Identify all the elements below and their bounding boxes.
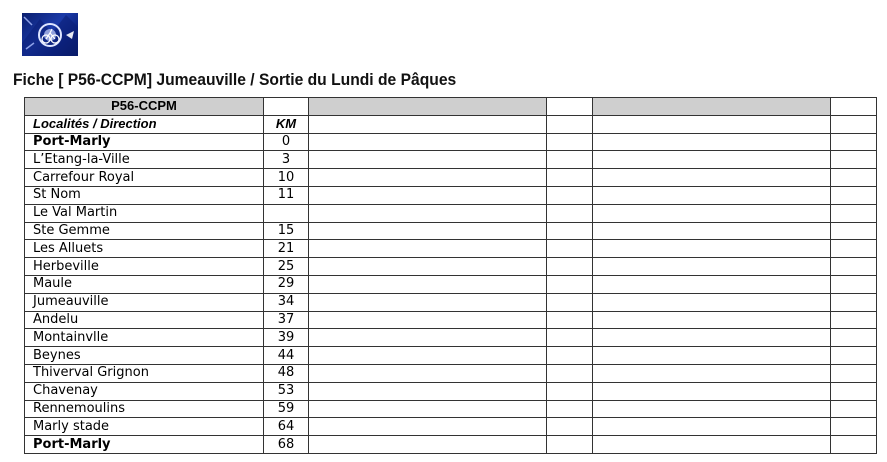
- empty-cell: [593, 364, 831, 382]
- empty-cell: [309, 151, 547, 169]
- empty-cell: [547, 311, 593, 329]
- location-cell: Les Alluets: [25, 240, 264, 258]
- table-row: [25, 186, 877, 204]
- empty-cell: [547, 98, 593, 116]
- empty-header-cell: [593, 98, 831, 116]
- location-cell: Herbeville: [25, 258, 264, 276]
- table-row: [25, 204, 877, 222]
- empty-cell: [593, 222, 831, 240]
- location-cell: Maule: [25, 275, 264, 293]
- location-column-header: Localités / Direction: [25, 115, 264, 133]
- empty-cell: [547, 400, 593, 418]
- empty-cell: [831, 169, 877, 187]
- empty-cell: [309, 258, 547, 276]
- empty-cell: [831, 151, 877, 169]
- km-cell: 11: [264, 186, 309, 204]
- empty-cell: [309, 347, 547, 365]
- empty-cell: [593, 436, 831, 454]
- empty-cell: [309, 133, 547, 151]
- empty-cell: [831, 115, 877, 133]
- empty-cell: [309, 311, 547, 329]
- empty-cell: [309, 382, 547, 400]
- location-cell: Carrefour Royal: [25, 169, 264, 187]
- km-cell: 59: [264, 400, 309, 418]
- empty-cell: [593, 115, 831, 133]
- km-cell: 64: [264, 418, 309, 436]
- empty-cell: [593, 151, 831, 169]
- location-cell: Chavenay: [25, 382, 264, 400]
- empty-cell: [547, 293, 593, 311]
- table-row: [25, 382, 877, 400]
- table-row: [25, 133, 877, 151]
- location-cell: Port-Marly: [25, 133, 264, 151]
- empty-cell: [309, 400, 547, 418]
- empty-cell: [831, 98, 877, 116]
- location-cell: St Nom: [25, 186, 264, 204]
- club-logo: [22, 13, 78, 56]
- empty-cell: [831, 418, 877, 436]
- route-table: [24, 97, 877, 454]
- table-row: [25, 222, 877, 240]
- km-cell: 21: [264, 240, 309, 258]
- km-column-header: KM: [264, 115, 309, 133]
- empty-cell: [309, 222, 547, 240]
- km-cell: 53: [264, 382, 309, 400]
- location-cell: Thiverval Grignon: [25, 364, 264, 382]
- km-cell: 10: [264, 169, 309, 187]
- location-cell: Le Val Martin: [25, 204, 264, 222]
- empty-cell: [593, 240, 831, 258]
- location-cell: Marly stade: [25, 418, 264, 436]
- empty-cell: [831, 204, 877, 222]
- table-row: [25, 240, 877, 258]
- empty-cell: [309, 364, 547, 382]
- empty-cell: [593, 311, 831, 329]
- empty-cell: [593, 382, 831, 400]
- km-cell: 3: [264, 151, 309, 169]
- empty-cell: [547, 436, 593, 454]
- empty-cell: [593, 204, 831, 222]
- empty-cell: [309, 115, 547, 133]
- km-cell: 0: [264, 133, 309, 151]
- column-header-row: [25, 115, 877, 133]
- table-row: [25, 293, 877, 311]
- empty-cell: [547, 364, 593, 382]
- empty-cell: [547, 418, 593, 436]
- table-row: [25, 436, 877, 454]
- empty-cell: [831, 133, 877, 151]
- empty-cell: [831, 364, 877, 382]
- table-row: [25, 151, 877, 169]
- km-cell: 68: [264, 436, 309, 454]
- empty-cell: [831, 436, 877, 454]
- empty-cell: [831, 400, 877, 418]
- location-cell: Port-Marly: [25, 436, 264, 454]
- empty-cell: [264, 98, 309, 116]
- empty-cell: [593, 133, 831, 151]
- km-cell: 29: [264, 275, 309, 293]
- empty-cell: [593, 293, 831, 311]
- empty-cell: [831, 382, 877, 400]
- empty-cell: [547, 222, 593, 240]
- empty-cell: [831, 347, 877, 365]
- location-cell: L’Etang-la-Ville: [25, 151, 264, 169]
- empty-cell: [831, 329, 877, 347]
- empty-cell: [547, 258, 593, 276]
- route-code-header: P56-CCPM: [25, 98, 264, 116]
- location-cell: Beynes: [25, 347, 264, 365]
- table-row: [25, 258, 877, 276]
- empty-cell: [831, 240, 877, 258]
- empty-cell: [547, 115, 593, 133]
- table-row: [25, 364, 877, 382]
- table-row: [25, 418, 877, 436]
- empty-cell: [831, 293, 877, 311]
- empty-cell: [309, 186, 547, 204]
- empty-cell: [831, 222, 877, 240]
- table-header-row: [25, 98, 877, 116]
- empty-cell: [547, 204, 593, 222]
- empty-cell: [309, 418, 547, 436]
- table-row: [25, 347, 877, 365]
- empty-cell: [309, 436, 547, 454]
- empty-header-cell: [309, 98, 547, 116]
- empty-cell: [593, 275, 831, 293]
- empty-cell: [547, 347, 593, 365]
- empty-cell: [593, 186, 831, 204]
- table-row: [25, 329, 877, 347]
- km-cell: 15: [264, 222, 309, 240]
- km-cell: 39: [264, 329, 309, 347]
- empty-cell: [831, 275, 877, 293]
- km-cell: 34: [264, 293, 309, 311]
- km-cell: [264, 204, 309, 222]
- empty-cell: [593, 169, 831, 187]
- empty-cell: [593, 347, 831, 365]
- empty-cell: [593, 400, 831, 418]
- empty-cell: [309, 293, 547, 311]
- empty-cell: [593, 418, 831, 436]
- empty-cell: [309, 275, 547, 293]
- empty-cell: [547, 382, 593, 400]
- empty-cell: [547, 186, 593, 204]
- location-cell: Montainvlle: [25, 329, 264, 347]
- table-row: [25, 400, 877, 418]
- page-title: Fiche [ P56-CCPM] Jumeauville / Sortie du Lundi de Pâques: [13, 70, 457, 89]
- empty-cell: [547, 151, 593, 169]
- empty-cell: [547, 329, 593, 347]
- empty-cell: [309, 329, 547, 347]
- table-row: [25, 169, 877, 187]
- empty-cell: [831, 258, 877, 276]
- km-cell: 25: [264, 258, 309, 276]
- empty-cell: [547, 240, 593, 258]
- km-cell: 37: [264, 311, 309, 329]
- empty-cell: [547, 275, 593, 293]
- cyclist-icon: [22, 13, 78, 56]
- empty-cell: [593, 258, 831, 276]
- empty-cell: [547, 133, 593, 151]
- table-row: [25, 275, 877, 293]
- table-row: [25, 311, 877, 329]
- location-cell: Andelu: [25, 311, 264, 329]
- empty-cell: [309, 169, 547, 187]
- empty-cell: [309, 240, 547, 258]
- empty-cell: [309, 204, 547, 222]
- empty-cell: [547, 169, 593, 187]
- location-cell: Rennemoulins: [25, 400, 264, 418]
- location-cell: Ste Gemme: [25, 222, 264, 240]
- km-cell: 44: [264, 347, 309, 365]
- empty-cell: [593, 329, 831, 347]
- empty-cell: [831, 311, 877, 329]
- km-cell: 48: [264, 364, 309, 382]
- location-cell: Jumeauville: [25, 293, 264, 311]
- empty-cell: [831, 186, 877, 204]
